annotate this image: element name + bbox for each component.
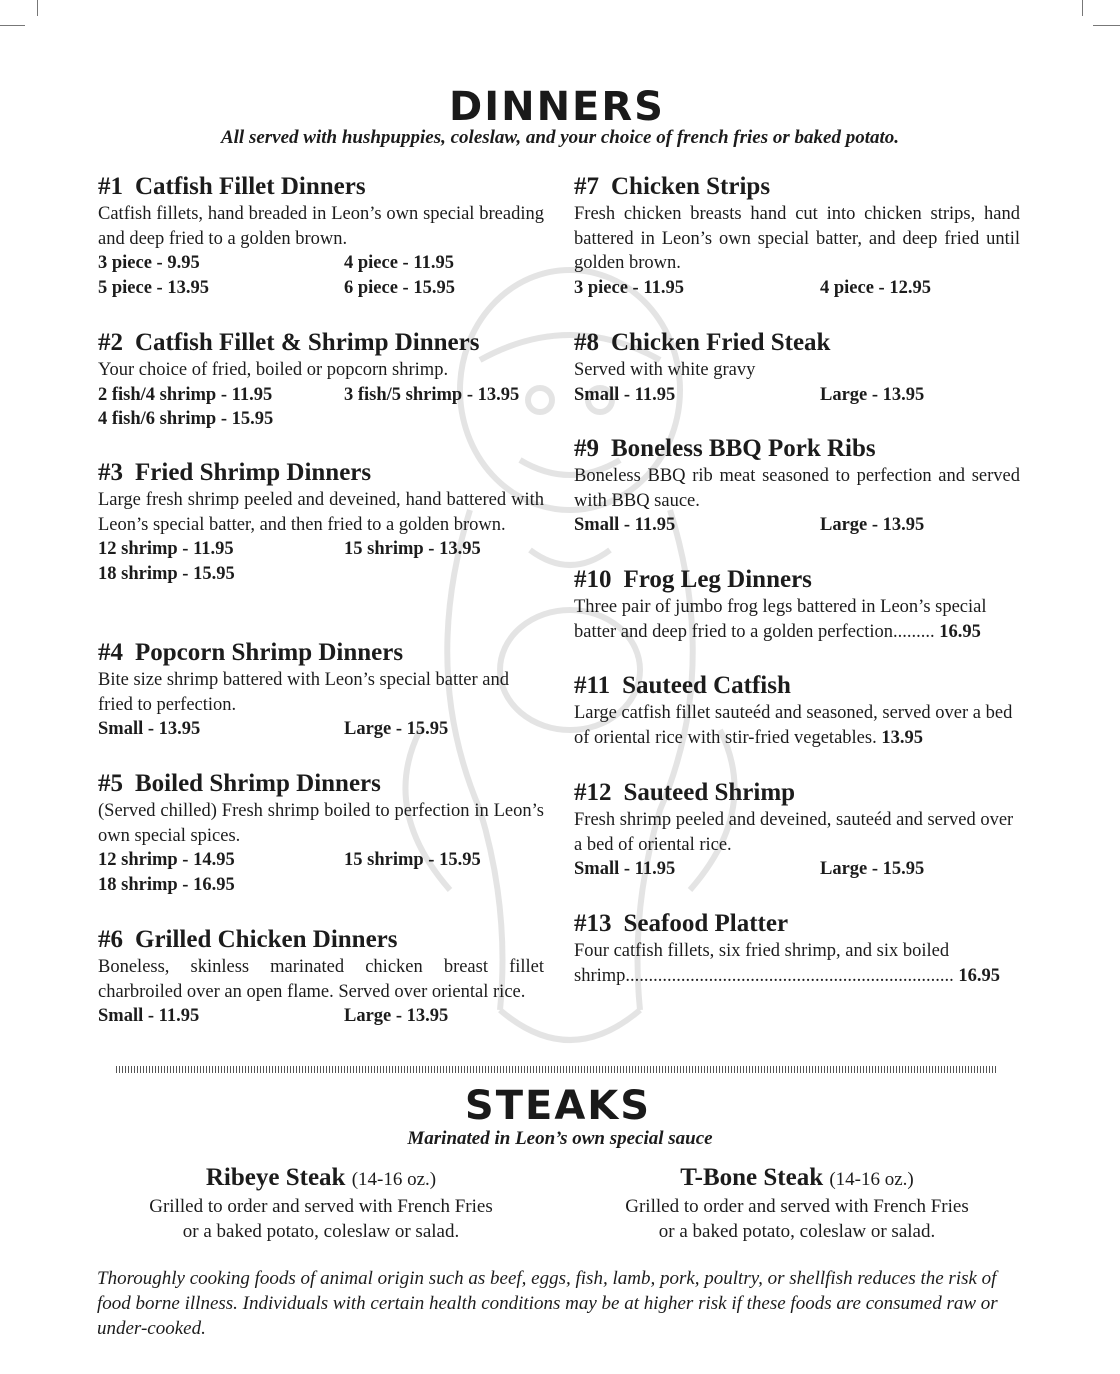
item-description: (Served chilled) Fresh shrimp boiled to perfection in Leon’s own special spices. [98, 801, 544, 846]
menu-item [98, 925, 544, 1029]
steak-description: Grilled to order and served with French Fries [625, 1196, 969, 1217]
item-description: Served with white gravy [574, 360, 756, 380]
steaks-subtitle: Marinated in Leon’s own special sauce [407, 1128, 713, 1149]
price: Small - 11.95 [574, 515, 676, 536]
dinners-title: DINNERS [449, 84, 665, 130]
item-number: #3 [98, 459, 123, 486]
item-number: #9 [574, 435, 599, 462]
steak-name: Ribeye Steak [205, 1164, 346, 1191]
price: Large - 15.95 [820, 859, 925, 880]
steaks-title: STEAKS [464, 1083, 652, 1129]
item-description-text: Large catfish fillet sauteéd and seasoned, served over a bed of oriental rice with stir-fried vegetables. [574, 703, 1013, 748]
steak-description: or a baked potato, coleslaw or salad. [182, 1220, 460, 1242]
crop-mark [1093, 25, 1120, 26]
item-description: Fresh shrimp peeled and deveined, sauteéd and served over a bed of oriental rice. [574, 810, 1014, 855]
item-title [98, 638, 544, 668]
price: Small - 13.95 [98, 719, 201, 740]
price-grid [98, 848, 544, 897]
price: Large - 13.95 [344, 1006, 449, 1027]
price-grid [98, 537, 544, 586]
price: 4 fish/6 shrimp - 15.95 [98, 409, 274, 430]
price: 12 shrimp - 14.95 [98, 850, 235, 871]
price: 6 piece - 15.95 [344, 277, 455, 298]
item-description: Bite size shrimp battered with Leon’s special batter and fried to perfection. [98, 670, 509, 715]
item-description-text: Four catfish fillets, six fried shrimp, and six boiled shrimp. [574, 941, 950, 986]
item-number: #7 [574, 173, 599, 200]
price: 13.95 [881, 727, 923, 748]
menu-item [98, 769, 544, 897]
item-description: Boneless BBQ rib meat seasoned to perfection and served with BBQ sauce. [574, 466, 1020, 511]
item-title [574, 565, 1020, 595]
menu-item [574, 172, 1020, 300]
item-title [98, 925, 544, 955]
price-grid [574, 383, 1020, 408]
steak-description: or a baked potato, coleslaw or salad. [658, 1220, 936, 1242]
item-description: Large fresh shrimp peeled and deveined, hand battered with Leon’s special batter, and then fried to a golden brown. [98, 490, 544, 535]
price: 5 piece - 13.95 [98, 277, 209, 298]
steak-description: Grilled to order and served with French Fries [149, 1196, 493, 1217]
item-name: Seafood Platter [623, 910, 789, 937]
item-title [98, 458, 544, 488]
item-description-text: Three pair of jumbo frog legs battered in Leon’s special batter and deep fried to a golden perfection......... [574, 597, 987, 642]
item-name: Catfish Fillet & Shrimp Dinners [135, 329, 480, 356]
item-number: #1 [98, 173, 123, 200]
price: 3 fish/5 shrimp - 13.95 [344, 384, 520, 405]
item-name: Fried Shrimp Dinners [135, 459, 372, 486]
price: Large - 13.95 [820, 384, 925, 405]
item-name: Chicken Strips [611, 173, 771, 200]
item-description [574, 701, 1020, 750]
item-number: #12 [574, 779, 612, 806]
steak-size: (14-16 oz.) [829, 1169, 914, 1190]
price: Large - 13.95 [820, 515, 925, 536]
food-safety-warning: Thoroughly cooking foods of animal origin such as beef, eggs, fish, lamb, pork, poultry, or shellfish reduces the risk of food borne illness. Individuals with certain health conditions may be at higher risk if these foods are consumed raw or under-cooked. [97, 1268, 998, 1339]
item-number: #11 [574, 672, 611, 699]
item-title [574, 434, 1020, 464]
steak-name: T-Bone Steak [680, 1164, 824, 1191]
item-name: Sauteed Catfish [622, 672, 791, 699]
price: 12 shrimp - 11.95 [98, 539, 234, 560]
price: 4 piece - 11.95 [344, 253, 454, 274]
item-description: Fresh chicken breasts hand cut into chicken strips, hand battered in Leon’s own special batter, and deep fried until golden brown. [574, 204, 1020, 274]
item-title [574, 778, 1020, 808]
menu-item [574, 909, 1020, 988]
price: 18 shrimp - 15.95 [98, 563, 235, 584]
item-number: #2 [98, 329, 123, 356]
item-name: Popcorn Shrimp Dinners [135, 639, 404, 666]
item-title [98, 172, 544, 202]
price: Large - 15.95 [344, 719, 449, 740]
item-description [574, 595, 1020, 644]
steak-item [106, 1163, 536, 1244]
price-grid [98, 383, 544, 432]
price: Small - 11.95 [574, 859, 676, 880]
price: 4 piece - 12.95 [820, 277, 931, 298]
price: Small - 11.95 [98, 1006, 200, 1027]
item-name: Grilled Chicken Dinners [135, 926, 398, 953]
menu-item [574, 434, 1020, 538]
item-name: Boiled Shrimp Dinners [135, 770, 381, 797]
price: 3 piece - 11.95 [574, 277, 684, 298]
steak-title [106, 1163, 536, 1195]
crop-mark [1082, 0, 1083, 16]
price: Small - 11.95 [574, 384, 676, 405]
price-grid [98, 251, 544, 300]
menu-item [98, 172, 544, 300]
price: 15 shrimp - 13.95 [344, 539, 481, 560]
item-title [574, 172, 1020, 202]
crop-mark [0, 25, 25, 26]
crop-mark [37, 0, 38, 16]
item-name: Sauteed Shrimp [623, 779, 796, 806]
menu-item [98, 458, 544, 586]
dinners-subtitle: All served with hushpuppies, coleslaw, and your choice of french fries or baked potato. [220, 127, 900, 148]
item-title [98, 769, 544, 799]
item-name: Frog Leg Dinners [623, 566, 812, 593]
item-number: #6 [98, 926, 123, 953]
item-number: #4 [98, 639, 123, 666]
menu-item [574, 778, 1020, 882]
item-number: #10 [574, 566, 612, 593]
steak-title [582, 1163, 1012, 1195]
item-description [574, 939, 1020, 988]
item-name: Chicken Fried Steak [611, 329, 831, 356]
menu-item [574, 671, 1020, 750]
menu-item [574, 328, 1020, 407]
item-description: Your choice of fried, boiled or popcorn shrimp. [98, 360, 449, 380]
menu-item [574, 565, 1020, 644]
item-title [574, 671, 1020, 701]
price: 2 fish/4 shrimp - 11.95 [98, 384, 273, 405]
steak-item [582, 1163, 1012, 1244]
leader-dots: ...................................................................... [630, 965, 954, 986]
price: 16.95 [939, 621, 981, 642]
price-grid [98, 1004, 544, 1029]
section-divider [116, 1066, 996, 1073]
item-title [574, 328, 1020, 358]
price-grid [574, 513, 1020, 538]
price-grid [574, 276, 1020, 301]
item-description: Boneless, skinless marinated chicken breast fillet charbroiled over an open flame. Served over oriental rice. [98, 957, 544, 1002]
price-grid [574, 857, 1020, 882]
item-number: #8 [574, 329, 599, 356]
price: 3 piece - 9.95 [98, 253, 200, 274]
item-title [574, 909, 1020, 939]
menu-item [98, 328, 544, 432]
item-number: #5 [98, 770, 123, 797]
steak-size: (14-16 oz.) [351, 1169, 437, 1190]
item-title [98, 328, 544, 358]
item-name: Catfish Fillet Dinners [135, 173, 366, 200]
price-grid [98, 717, 544, 742]
item-number: #13 [574, 910, 612, 937]
item-name: Boneless BBQ Pork Ribs [611, 435, 876, 462]
price: 16.95 [958, 965, 1001, 986]
item-description: Catfish fillets, hand breaded in Leon’s own special breading and deep fried to a golden brown. [98, 204, 544, 249]
menu-item [98, 638, 544, 742]
price: 15 shrimp - 15.95 [344, 850, 481, 871]
price: 18 shrimp - 16.95 [98, 874, 235, 895]
